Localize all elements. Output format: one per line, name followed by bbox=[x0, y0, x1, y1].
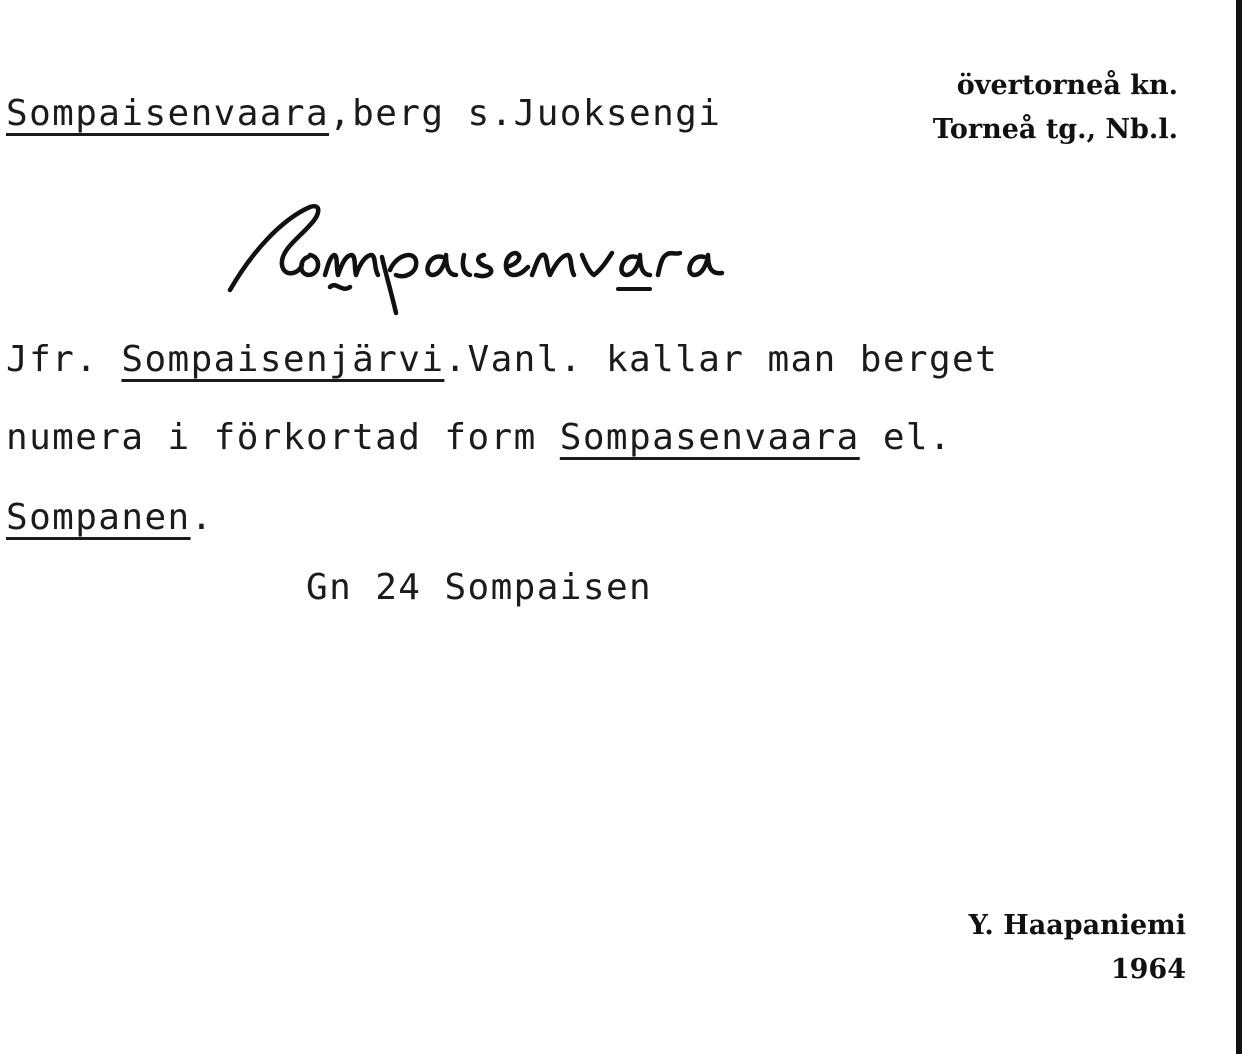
source-note: Gn 24 Sompaisen bbox=[306, 567, 653, 608]
body-line-2 bbox=[6, 416, 952, 460]
district-label: Torneå tg., Nb.l. bbox=[932, 114, 1178, 145]
line3-suffix: . bbox=[190, 497, 214, 538]
year: 1964 bbox=[1110, 954, 1186, 985]
handwritten-name bbox=[210, 195, 1020, 335]
line1-prefix: Jfr. bbox=[6, 339, 122, 380]
author-name: Y. Haapaniemi bbox=[968, 910, 1186, 941]
ref-sompasenvaara: Sompasenvaara bbox=[559, 417, 860, 458]
line1-suffix: .Vanl. kallar man berget bbox=[444, 339, 999, 380]
line2-suffix: el. bbox=[859, 417, 953, 458]
line2-prefix: numera i förkortad form bbox=[6, 417, 560, 458]
parish-label: övertorneå kn. bbox=[956, 70, 1178, 101]
ref-sompanen: Sompanen bbox=[6, 497, 191, 538]
ref-sompaisenjarvi: Sompaisenjärvi bbox=[121, 339, 445, 380]
body-line-1 bbox=[6, 338, 998, 382]
descriptor: ,berg s.Juoksengi bbox=[329, 93, 722, 134]
headword: Sompaisenvaara bbox=[6, 93, 330, 134]
body-line-3 bbox=[6, 496, 214, 540]
card-edge bbox=[1236, 0, 1242, 1054]
header-line bbox=[6, 92, 721, 136]
